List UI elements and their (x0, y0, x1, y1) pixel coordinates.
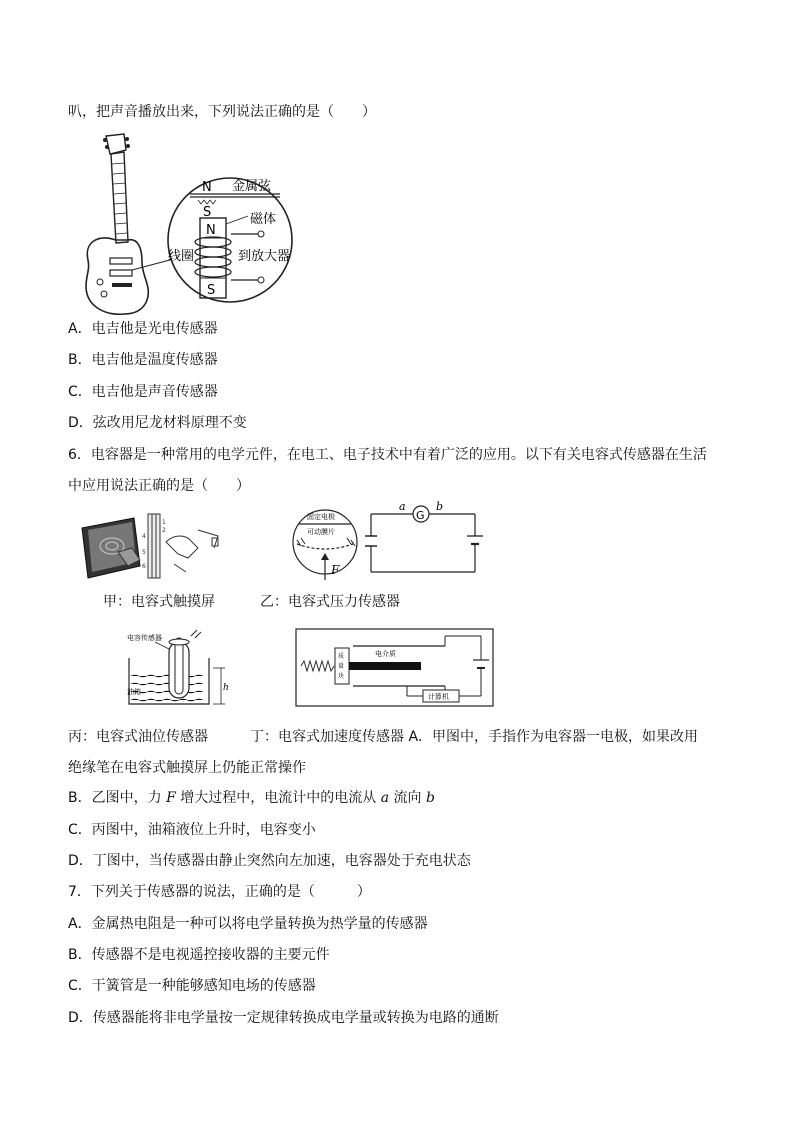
label-magnet: 磁体 (250, 212, 277, 227)
q6-stem-line1: 6．电容器是一种常用的电学元件，在电工、电子技术中有着广泛的应用。以下有关电容式传感器在生活 (68, 447, 707, 463)
svg-text:4: 4 (142, 533, 146, 540)
q6-option-d: D．丁图中，当传感器由静止突然向左加速，电容器处于充电状态 (68, 853, 471, 869)
svg-text:5: 5 (142, 549, 146, 556)
q6-stem-line2: 中应用说法正确的是（ ） (68, 478, 250, 494)
guitar-pickup-figure (80, 130, 305, 315)
q5-option-b: B．电吉他是温度传感器 (68, 352, 218, 368)
label-fixed-electrode: 固定电极 (307, 513, 335, 521)
svg-text:6: 6 (142, 563, 146, 570)
pressure-sensor-figure (285, 500, 495, 585)
label-metal-string: 金属弦 (232, 179, 272, 194)
oil-level-sensor-figure (125, 628, 235, 710)
label-mass-2: 量 (338, 663, 345, 670)
q6-captions-and-option-a: 丙：电容式油位传感器 丁：电容式加速度传感器 A．甲图中，手指作为电容器一电极，如果改用 (68, 729, 699, 745)
q7-option-d: D．传感器能将非电学量按一定规律转换成电学量或转换为电路的通断 (68, 1010, 499, 1026)
q5-option-c: C．电吉他是声音传感器 (68, 384, 218, 400)
q6-option-c: C．丙图中，油箱液位上升时，电容变小 (68, 822, 316, 838)
label-n: N (206, 223, 216, 238)
label-dielectric: 电介质 (375, 650, 396, 658)
q7-option-b: B．传感器不是电视遥控接收器的主要元件 (68, 947, 330, 963)
caption-yi: 乙：电容式压力传感器 (260, 594, 400, 610)
caption-jia: 甲：电容式触摸屏 (103, 594, 215, 610)
label-coil: 线圈 (168, 249, 195, 264)
label-b: b (436, 500, 444, 513)
q5-option-a: A．电吉他是光电传感器 (68, 321, 218, 337)
label-mass-3: 块 (338, 673, 345, 680)
svg-text:1: 1 (162, 519, 166, 526)
q7-stem: 7．下列关于传感器的说法，正确的是（ ） (68, 884, 371, 900)
label-computer: 计算机 (428, 693, 449, 701)
label-movable-film: 可动膜片 (307, 528, 335, 536)
svg-text:2: 2 (162, 527, 166, 534)
acceleration-sensor-figure (295, 628, 495, 708)
touchscreen-figure (78, 508, 230, 583)
q5-option-d: D．弦改用尼龙材料原理不变 (68, 415, 247, 431)
q6-option-a-cont: 绝缘笔在电容式触摸屏上仍能正常操作 (68, 760, 306, 776)
q7-option-a: A．金属热电阻是一种可以将电学量转换为热学量的传感器 (68, 916, 428, 932)
q7-option-c: C．干簧管是一种能够感知电场的传感器 (68, 978, 316, 994)
label-a: a (399, 500, 406, 513)
label-mass-1: 质 (338, 653, 345, 660)
label-capacitive-sensor: 电容传感器 (127, 634, 162, 642)
label-s-mid: S (203, 205, 212, 220)
label-to-amplifier: 到放大器 (238, 249, 291, 264)
label-galvanometer: G (416, 509, 425, 522)
label-n-top: N (202, 180, 212, 195)
label-force-f: F (331, 563, 340, 577)
label-s-bot: S (207, 283, 216, 298)
label-oil-tank: 油箱 (127, 688, 141, 696)
q5-stem: 叭，把声音播放出来，下列说法正确的是（ ） (68, 104, 376, 120)
label-h: h (223, 683, 229, 693)
q6-option-b: B．乙图中，力 F 增大过程中，电流计中的电流从 a 流向 b (68, 790, 435, 806)
